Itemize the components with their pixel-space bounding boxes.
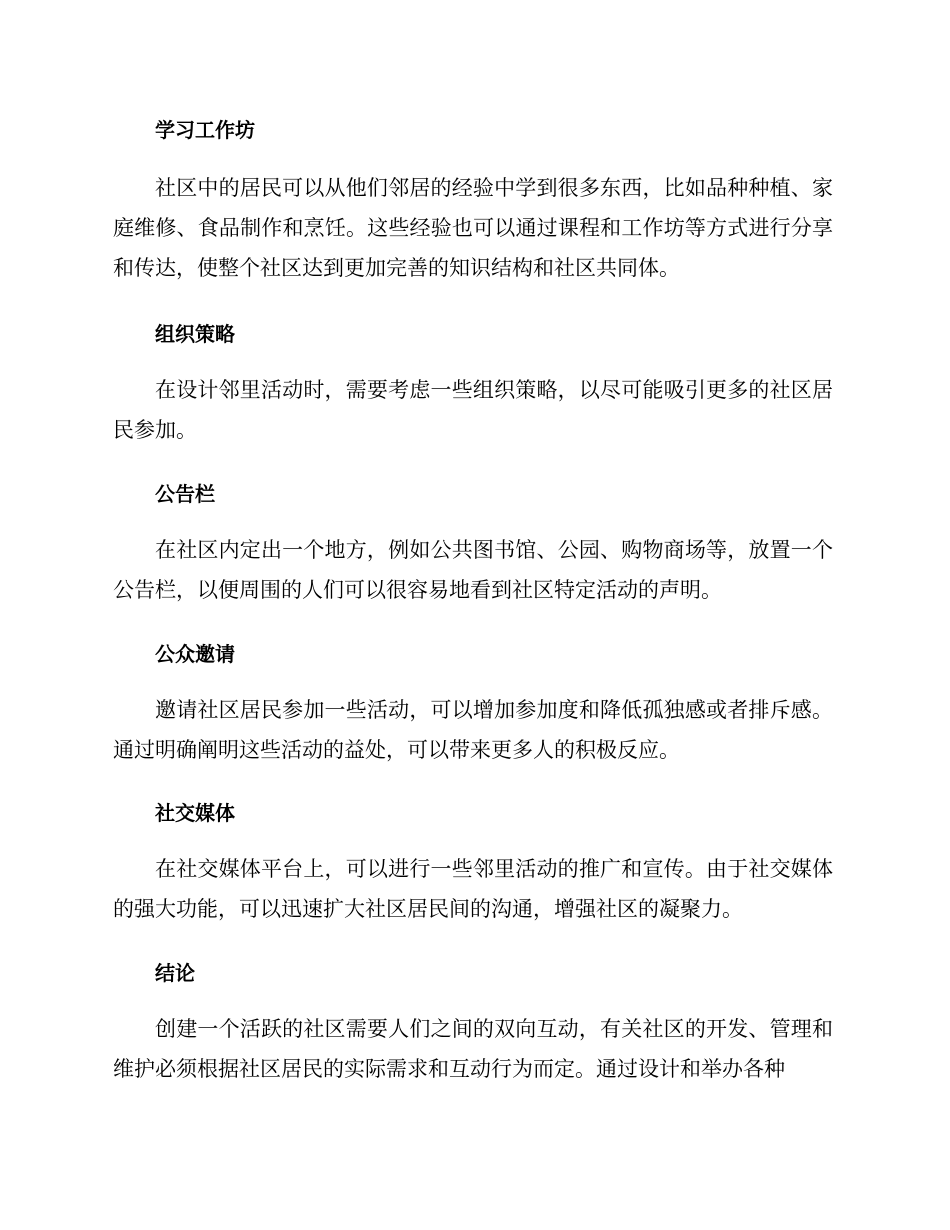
section-body-public-invitation: 邀请社区居民参加一些活动，可以增加参加度和降低孤独感或者排斥感。通过明确阐明这些活动的益处，可以带来更多人的积极反应。 bbox=[113, 698, 833, 762]
section-body-conclusion: 创建一个活跃的社区需要人们之间的双向互动，有关社区的开发、管理和维护必须根据社区居民的实际需求和互动行为而定。通过设计和举办各种 bbox=[113, 1017, 833, 1081]
section-body-workshop: 社区中的居民可以从他们邻居的经验中学到很多东西，比如品种种植、家庭维修、食品制作和烹饪。这些经验也可以通过课程和工作坊等方式进行分享和传达，使整个社区达到更加完善的知识结构和社区共同体。 bbox=[113, 176, 833, 280]
section-heading-public-invitation: 公众邀请 bbox=[155, 642, 235, 666]
section-heading-workshop: 学习工作坊 bbox=[155, 118, 255, 142]
section-heading-strategy: 组织策略 bbox=[155, 322, 235, 346]
section-body-social-media: 在社交媒体平台上，可以进行一些邻里活动的推广和宣传。由于社交媒体的强大功能，可以迅速扩大社区居民间的沟通，增强社区的凝聚力。 bbox=[113, 857, 833, 921]
section-heading-conclusion: 结论 bbox=[155, 961, 195, 985]
section-body-strategy: 在设计邻里活动时，需要考虑一些组织策略，以尽可能吸引更多的社区居民参加。 bbox=[113, 378, 833, 442]
section-body-bulletin-board: 在社区内定出一个地方，例如公共图书馆、公园、购物商场等，放置一个公告栏，以便周围的人们可以很容易地看到社区特定活动的声明。 bbox=[113, 538, 833, 602]
section-heading-bulletin-board: 公告栏 bbox=[155, 482, 215, 506]
section-heading-social-media: 社交媒体 bbox=[155, 801, 235, 825]
